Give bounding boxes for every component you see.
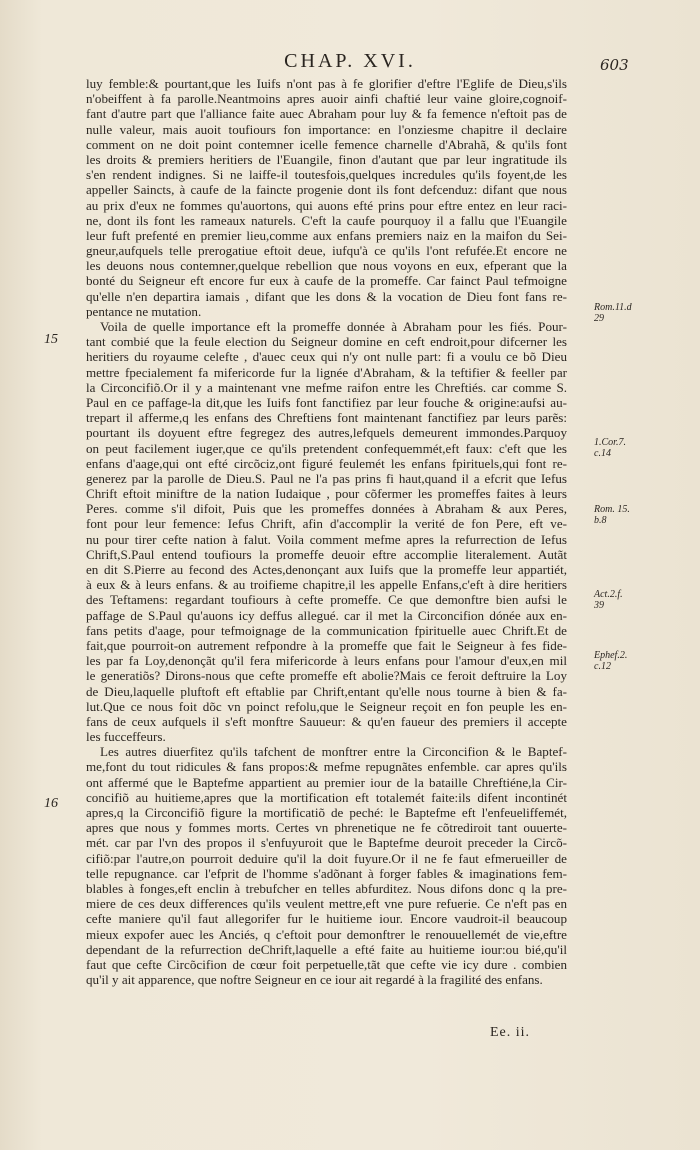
text-line: comment on ne doit point contemner icelle femence charnelle d'Abrahã, & qu'ils font [86,136,567,152]
text-line: ont affermé que le Baptefme appartient au premier iour de la bataille Chreftiéne,la Cir- [86,774,567,790]
text-line: le generatiõs? Dirons-nous que cefte promeffe eft abolie?Mais ce feroit deftruire la Loy [86,668,567,684]
text-line: s'en rendent indignes. Si ne laiffe-il toutesfois,quelques incredules qu'ils foyent,de les [86,167,567,183]
margin-note-line: Act.2.f. [594,589,623,600]
catchword-signature: Ee. ii. [490,1025,531,1040]
text-line: generez par la parolle de Dieu.S. Paul ne l'a pas prins fi haut,quand il a efcrit que Iefus [86,470,567,486]
text-line: qu'elle n'en departira iamais , difant que les dons & la vocation de Dieu font fans re- [86,288,567,304]
text-line: faut que cefte Circõcifion de cœur foit perpetuelle,tãt que cefte vie icy dure . combien [86,956,567,972]
text-line: Paul en ce paffage-la dit,que les Iuifs font fanctifiez par leur fouche & origine:aufsi au- [86,394,567,410]
text-line: luy femble:& pourtant,que les Iuifs n'ont pas à fe glorifier d'eftre l'Eglife de Dieu,s'ils [86,76,567,91]
text-line: concifiõ au huitieme,apres que la mortification eft totalemét faite:ils difent incontinét [86,789,567,805]
text-line: pentance ne mutation. [86,303,202,319]
text-line: cifiõ:par l'autre,on pourroit deduire qu'il la doit fuyure.Or il ne fe faut efmerueiller de [86,850,567,866]
text-line: les droits & premiers heritiers de l'Euangile, finon d'autant que par leur ingratitude ils [86,151,567,167]
text-line: heritiers du royaume celefte , d'auec ceux qui n'y ont nulle part: fi a voulu ce bõ Dieu [86,349,567,365]
text-line: on peut facilement iuger,que ce qu'ils pretendent confequemmét,eft faux: c'eft que les [86,440,567,456]
text-line: dependant de la refurrection deChrift,laquelle a efté faite au huitieme iour:ou bié,qu'il [86,941,567,957]
text-line: nu pour tirer cefte nation à falut. Voila comment mefme apres la refurrection de Iefus [86,531,567,547]
running-head: CHAP. XVI. [284,50,416,72]
text-line: pourtant ils doyuent eftre fegregez des autres,lefquels demeurent immondes.Parquoy [86,425,567,441]
margin-note-line: Rom. 15. [594,504,630,515]
text-line: me,font du tout ridicules & fans propos:& mefme repugnãtes enfemble. car apres qu'ils [86,759,567,775]
text-line: apres,q la Circoncifiõ figure la mortificatiõ de peché: le Baptefme eft l'enfeueliffemét, [86,805,567,820]
text-line: de Dieu,laquelle pluftoft eft eftablie par Chrift,entant qu'elle nous tourne à bien & fa- [86,683,567,699]
text-line: au prix d'eux ne fommes qu'auortons, qui auons efté prins pour eftre entez en leur raci- [86,197,567,213]
text-line: mét. car par l'vn des propos il s'enfuyuroit que le Baptefme deuroit preceder la Circõ- [86,835,567,851]
text-line: enfans d'aage,qui ont efté circõciz,ont figuré feulemét les enfans fpirituels,qui font re- [86,455,567,471]
text-line: la Circoncifiõ.Or il y a maintenant vne mefme raifon entre les Chreftiés. car comme S. [86,379,567,395]
margin-note-line: 39 [594,600,604,611]
text-line: à eux & à leurs enfans. & au troifieme chapitre,il les appelle Enfans,c'eft à dire heritiers [86,577,567,593]
text-line: des Teftamens: regardant toufiours à cefte promeffe. Ce que demonftre bien aufsi le [86,592,567,608]
text-line: bonté du Seigneur eft encore fur eux à caufe de la promeffe. Car fainct Paul tefmoigne [86,273,567,289]
text-line: fans de ceux aufquels il s'eft monftre Sauueur: & qu'en faueur des premiers il accepte [86,713,567,729]
text-line: les fucceffeurs. [86,729,166,745]
text-line: Voila de quelle importance eft la promeffe donnée à Abraham pour les fiés. Pour- [100,319,567,334]
margin-note-line: c.14 [594,448,611,459]
text-line: trepart il afferme,q les enfans des Chreftiens font maintenant fanctifiez par leurs parẽs: [86,410,567,426]
text-line: les par fa Loy,denonçãt qu'il fera mifericorde à leurs enfans pour l'amour d'eux,en mil [86,653,567,669]
text-line: nulle valeur, mais auoit toufiours fon importance: en l'onziesme chapitre il declaire [86,121,567,137]
margin-note-act-2 [594,589,654,611]
margin-note-rom-15 [594,504,654,526]
text-line: appeller Saincts, à caufe de la faincte progenie dont ils font defcenduz: difant que nous [86,182,567,198]
text-line: leur fuft prefenté en premier lieu,comme aux enfans premiers naiz en la maifon du Sei- [86,227,567,243]
text-line: fans petits d'aage, pour tefmoignage de la communication fpirituelle auec Chrift.Et de [86,622,567,638]
text-line: Chrift,S.Paul entend toufiours la promeffe deuoir eftre accomplie literalement. Autãt [86,546,567,562]
paragraph-number-15: 15 [44,332,58,347]
text-line: gneur,aufquels telle prerogatiue eftoit deue, iufqu'à ce qu'ils l'ont refufée.Et encore ne [86,243,567,259]
page-number: 603 [600,56,629,74]
text-line: mettre fpecialement fa mifericorde fur la lignée d'Abraham, & la teftifier & feeller par [86,364,567,380]
text-line: Peres. comme s'il difoit, Puis que les promeffes données à Abraham & aux Peres, [86,501,567,517]
text-line: fant d'autre part que l'alliance faite auec Abraham pour luy & fa femence n'eftoit pas de [86,106,567,122]
margin-note-line: 29 [594,313,604,324]
text-line: n'obeiffent à fa parolle.Neantmoins apres auoir ainfi chaftié leur vaine gloire,cognoif- [86,91,567,107]
margin-note-line: b.8 [594,515,607,526]
text-line: telle repugnance. car l'efprit de l'homme s'adõnant à forger fables & imaginations fem- [86,865,567,881]
margin-note-line: Rom.11.d [594,302,632,313]
text-line: lut.Que ce nous foit dõc vn poinct refolu,que le Seigneur reçoit en fon peuple les en- [86,698,567,714]
text-line: qu'il y ait apparence, que noftre Seigneur en ce iour ait regardé à la fragilité des enfans. [86,972,543,988]
margin-note-1-cor-7 [594,437,654,459]
text-line: cefte maniere qu'il faut allegorifer fur le huitieme iour. Encore vaudroit-il beaucoup [86,911,567,927]
text-line: tant combié que la feule election du Seigneur domine en ceft endroit,pour difcerner les [86,334,567,350]
text-line: Chrift eftoit miniftre de la nation Iudaique , pour cõfermer les promeffes faites à leurs [86,486,567,502]
text-line: apres que nous y fommes morts. Certes vn phrenetique ne fe cõtrediroit tant ouuerte- [86,820,567,836]
paragraph-number-16: 16 [44,796,58,811]
body-text [86,76,567,987]
text-line: les deuons nous contemner,quelque rebellion que nous voyons en eux, efperant que la [86,258,567,274]
margin-note-line: Ephef.2. [594,650,628,661]
margin-note-ephes-2 [594,650,654,672]
text-line: fait,que pourroit-on autrement refpondre à la promeffe que fait le Seigneur à fes fide- [86,637,567,653]
text-line: Les autres diuerfitez qu'ils tafchent de monftrer entre la Circoncifion & le Baptef- [100,744,567,760]
margin-note-line: c.12 [594,661,611,672]
margin-note-rom-11 [594,302,654,324]
text-line: paffage de S.Paul qu'auons icy deffus allegué. car il met la Circoncifion dónée aux en- [86,607,567,623]
text-line: ne, dont ils font les rameaux naturels. C'eft la caufe pourquoy il a fallu que l'Euangile [86,212,567,228]
text-line: mieux expofer auec les Anciés, q c'eftoit pour demonftrer le renouuellemét de vie,eftre [86,926,567,942]
margin-note-line: 1.Cor.7. [594,437,626,448]
text-line: en dit S.Pierre au fecond des Actes,denonçant aux Iuifs que la promeffe leur appartiét, [86,562,567,577]
text-line: miere de ces deux differences qu'ils veulent mettre,eft vne pure refuerie. Ce n'eft pas en [86,896,567,912]
text-line: font pour leur femence: Iefus Chrift, afin d'accomplir la verité de fon Pere, eft ve- [86,516,567,532]
text-line: blables à fonges,eft enclin à trebufcher en telles abfurditez. Nous difons donc q la pre- [86,880,567,896]
